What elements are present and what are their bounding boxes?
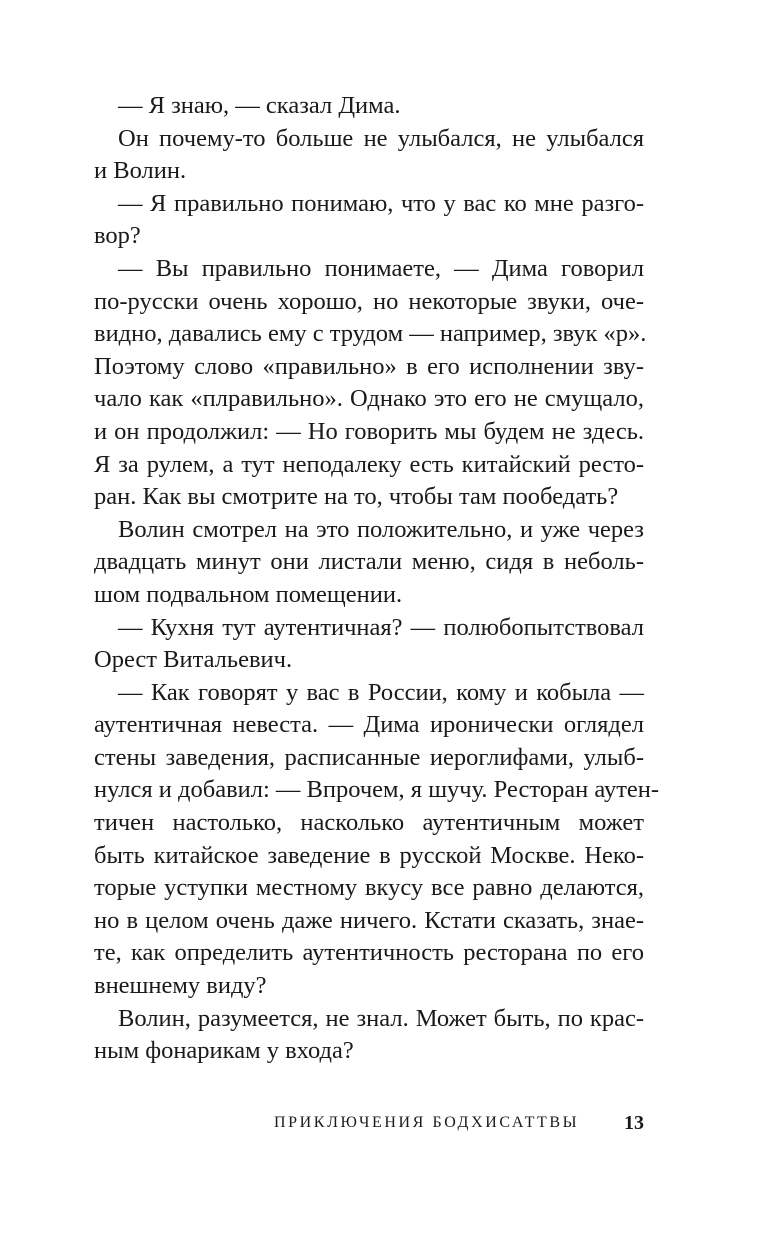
text-line: Поэтому слово «правильно» в его исполнении зву-: [94, 352, 644, 380]
text-line: Волин смотрел на это положительно, и уже через: [118, 515, 644, 543]
text-line: видно, давались ему с трудом — например, звук «р».: [94, 320, 647, 348]
text-line: двадцать минут они листали меню, сидя в неболь-: [94, 548, 644, 576]
text-line: Орест Витальевич.: [94, 646, 293, 674]
text-line: тичен настолько, насколько аутентичным может: [94, 809, 644, 837]
text-line: — Я знаю, — сказал Дима.: [118, 92, 401, 119]
text-line: Я за рулем, а тут неподалеку есть китайский ресто-: [94, 450, 644, 478]
text-line: Он почему-то больше не улыбался, не улыбался: [118, 124, 644, 152]
running-title: ПРИКЛЮЧЕНИЯ БОДХИСАТТВЫ: [274, 1114, 580, 1131]
text-line: чало как «плравильно». Однако это его не смущало,: [94, 385, 644, 413]
text-line: и он продолжил: — Но говорить мы будем не здесь.: [94, 417, 644, 445]
text-line: — Как говорят у вас в России, кому и кобыла —: [118, 678, 644, 706]
text-line: по-русски очень хорошо, но некоторые звуки, оче-: [94, 287, 644, 315]
text-line: — Вы правильно понимаете, — Дима говорил: [118, 254, 644, 282]
text-line: ран. Как вы смотрите на то, чтобы там пообедать?: [94, 483, 619, 511]
text-line: но в целом очень даже ничего. Кстати сказать, знае-: [94, 906, 644, 934]
text-line: аутентичная невеста. — Дима иронически оглядел: [94, 711, 644, 739]
text-line: ным фонарикам у входа?: [94, 1037, 354, 1065]
text-line: быть китайское заведение в русской Москве. Неко-: [94, 841, 644, 869]
text-line: — Я правильно понимаю, что у вас ко мне разго-: [118, 189, 644, 217]
text-line: шом подвальном помещении.: [94, 580, 403, 608]
text-line: — Кухня тут аутентичная? — полюбопытствовал: [118, 613, 644, 641]
page-number: 13: [624, 1112, 644, 1134]
text-line: стены заведения, расписанные иероглифами, улыб-: [94, 743, 644, 771]
text-line: торые уступки местному вкусу все равно делаются,: [94, 874, 644, 902]
text-line: и Волин.: [94, 157, 187, 185]
text-line: Волин, разумеется, не знал. Может быть, по крас-: [118, 1004, 644, 1032]
text-line: те, как определить аутентичность ресторана по его: [94, 939, 644, 967]
body-text: [94, 90, 660, 1068]
page-footer: [274, 1108, 644, 1138]
text-line: внешнему виду?: [94, 972, 267, 1000]
text-line: вор?: [94, 222, 141, 250]
text-line: нулся и добавил: — Впрочем, я шучу. Ресторан аутен-: [94, 776, 660, 804]
